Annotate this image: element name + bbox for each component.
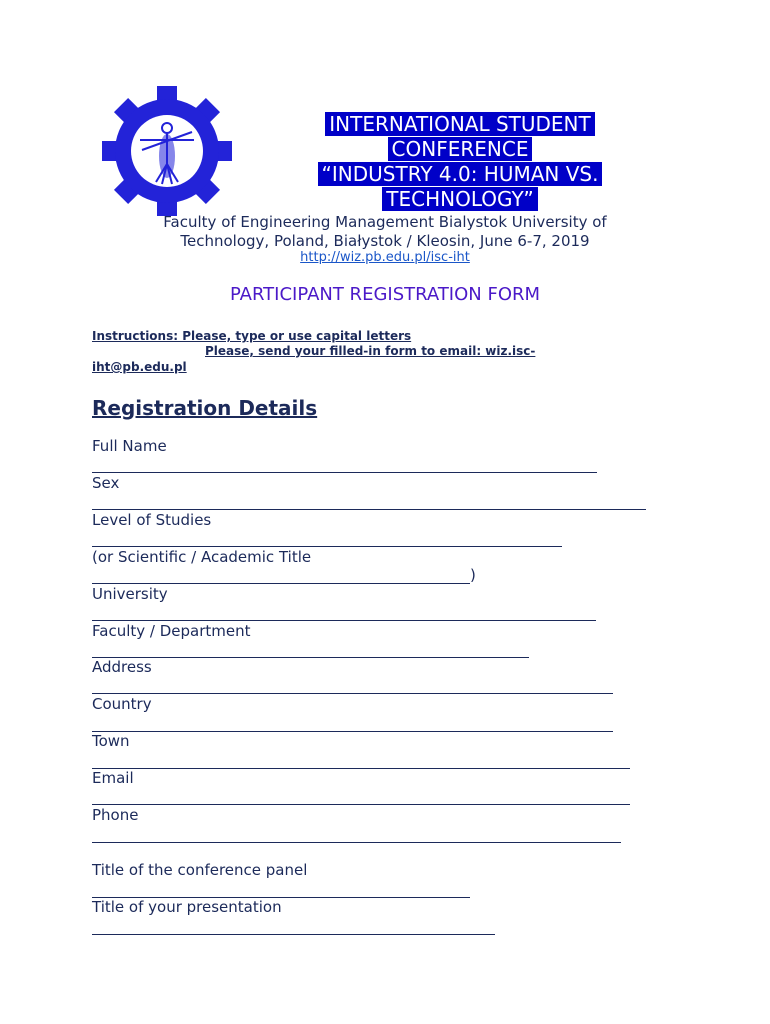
sex-field[interactable] xyxy=(92,509,646,510)
academic-title-close-paren: ) xyxy=(470,566,476,584)
town-field[interactable] xyxy=(92,768,630,769)
full-name-field[interactable] xyxy=(92,472,597,473)
town-label: Town xyxy=(92,732,130,750)
instructions-line-1: Instructions: Please, type or use capital letters xyxy=(92,329,412,343)
phone-field[interactable] xyxy=(92,842,621,843)
level-of-studies-field[interactable] xyxy=(92,546,562,547)
faculty-line-2: Technology, Poland, Białystok / Kleosin, June 6-7, 2019 xyxy=(180,232,590,250)
form-title: PARTICIPANT REGISTRATION FORM xyxy=(229,284,541,305)
presentation-title-label: Title of your presentation xyxy=(92,898,282,916)
full-name-label: Full Name xyxy=(92,437,167,455)
presentation-title-field[interactable] xyxy=(92,934,495,935)
instructions-line-2 xyxy=(92,344,535,358)
conference-title xyxy=(290,112,630,212)
email-field[interactable] xyxy=(92,804,630,805)
faculty-line-1: Faculty of Engineering Management Bialystok University of xyxy=(163,213,607,231)
instructions-email-text: Please, send your filled-in form to email: wiz.isc- xyxy=(205,344,536,358)
title-line-4: TECHNOLOGY” xyxy=(382,187,537,211)
title-line-2: CONFERENCE xyxy=(388,137,533,161)
academic-title-field[interactable] xyxy=(92,583,470,584)
country-field[interactable] xyxy=(92,731,613,732)
gear-vitruvian-man-logo-icon xyxy=(100,84,234,218)
faculty-info xyxy=(100,213,670,251)
university-label: University xyxy=(92,585,168,603)
phone-label: Phone xyxy=(92,806,139,824)
academic-title-label: (or Scientific / Academic Title xyxy=(92,548,312,566)
level-of-studies-label: Level of Studies xyxy=(92,511,212,529)
address-field[interactable] xyxy=(92,693,613,694)
instructions-email-link[interactable]: iht@pb.edu.pl xyxy=(92,360,187,374)
faculty-department-field[interactable] xyxy=(92,657,529,658)
university-field[interactable] xyxy=(92,620,596,621)
faculty-department-label: Faculty / Department xyxy=(92,622,251,640)
conference-url-link[interactable]: http://wiz.pb.edu.pl/isc-iht xyxy=(300,250,470,265)
address-label: Address xyxy=(92,658,152,676)
conference-logo xyxy=(100,84,234,218)
panel-title-label: Title of the conference panel xyxy=(92,861,308,879)
email-label: Email xyxy=(92,769,134,787)
title-line-1: INTERNATIONAL STUDENT xyxy=(325,112,594,136)
section-title: Registration Details xyxy=(92,396,318,420)
title-line-3: “INDUSTRY 4.0: HUMAN VS. xyxy=(318,162,603,186)
sex-label: Sex xyxy=(92,474,120,492)
country-label: Country xyxy=(92,695,152,713)
